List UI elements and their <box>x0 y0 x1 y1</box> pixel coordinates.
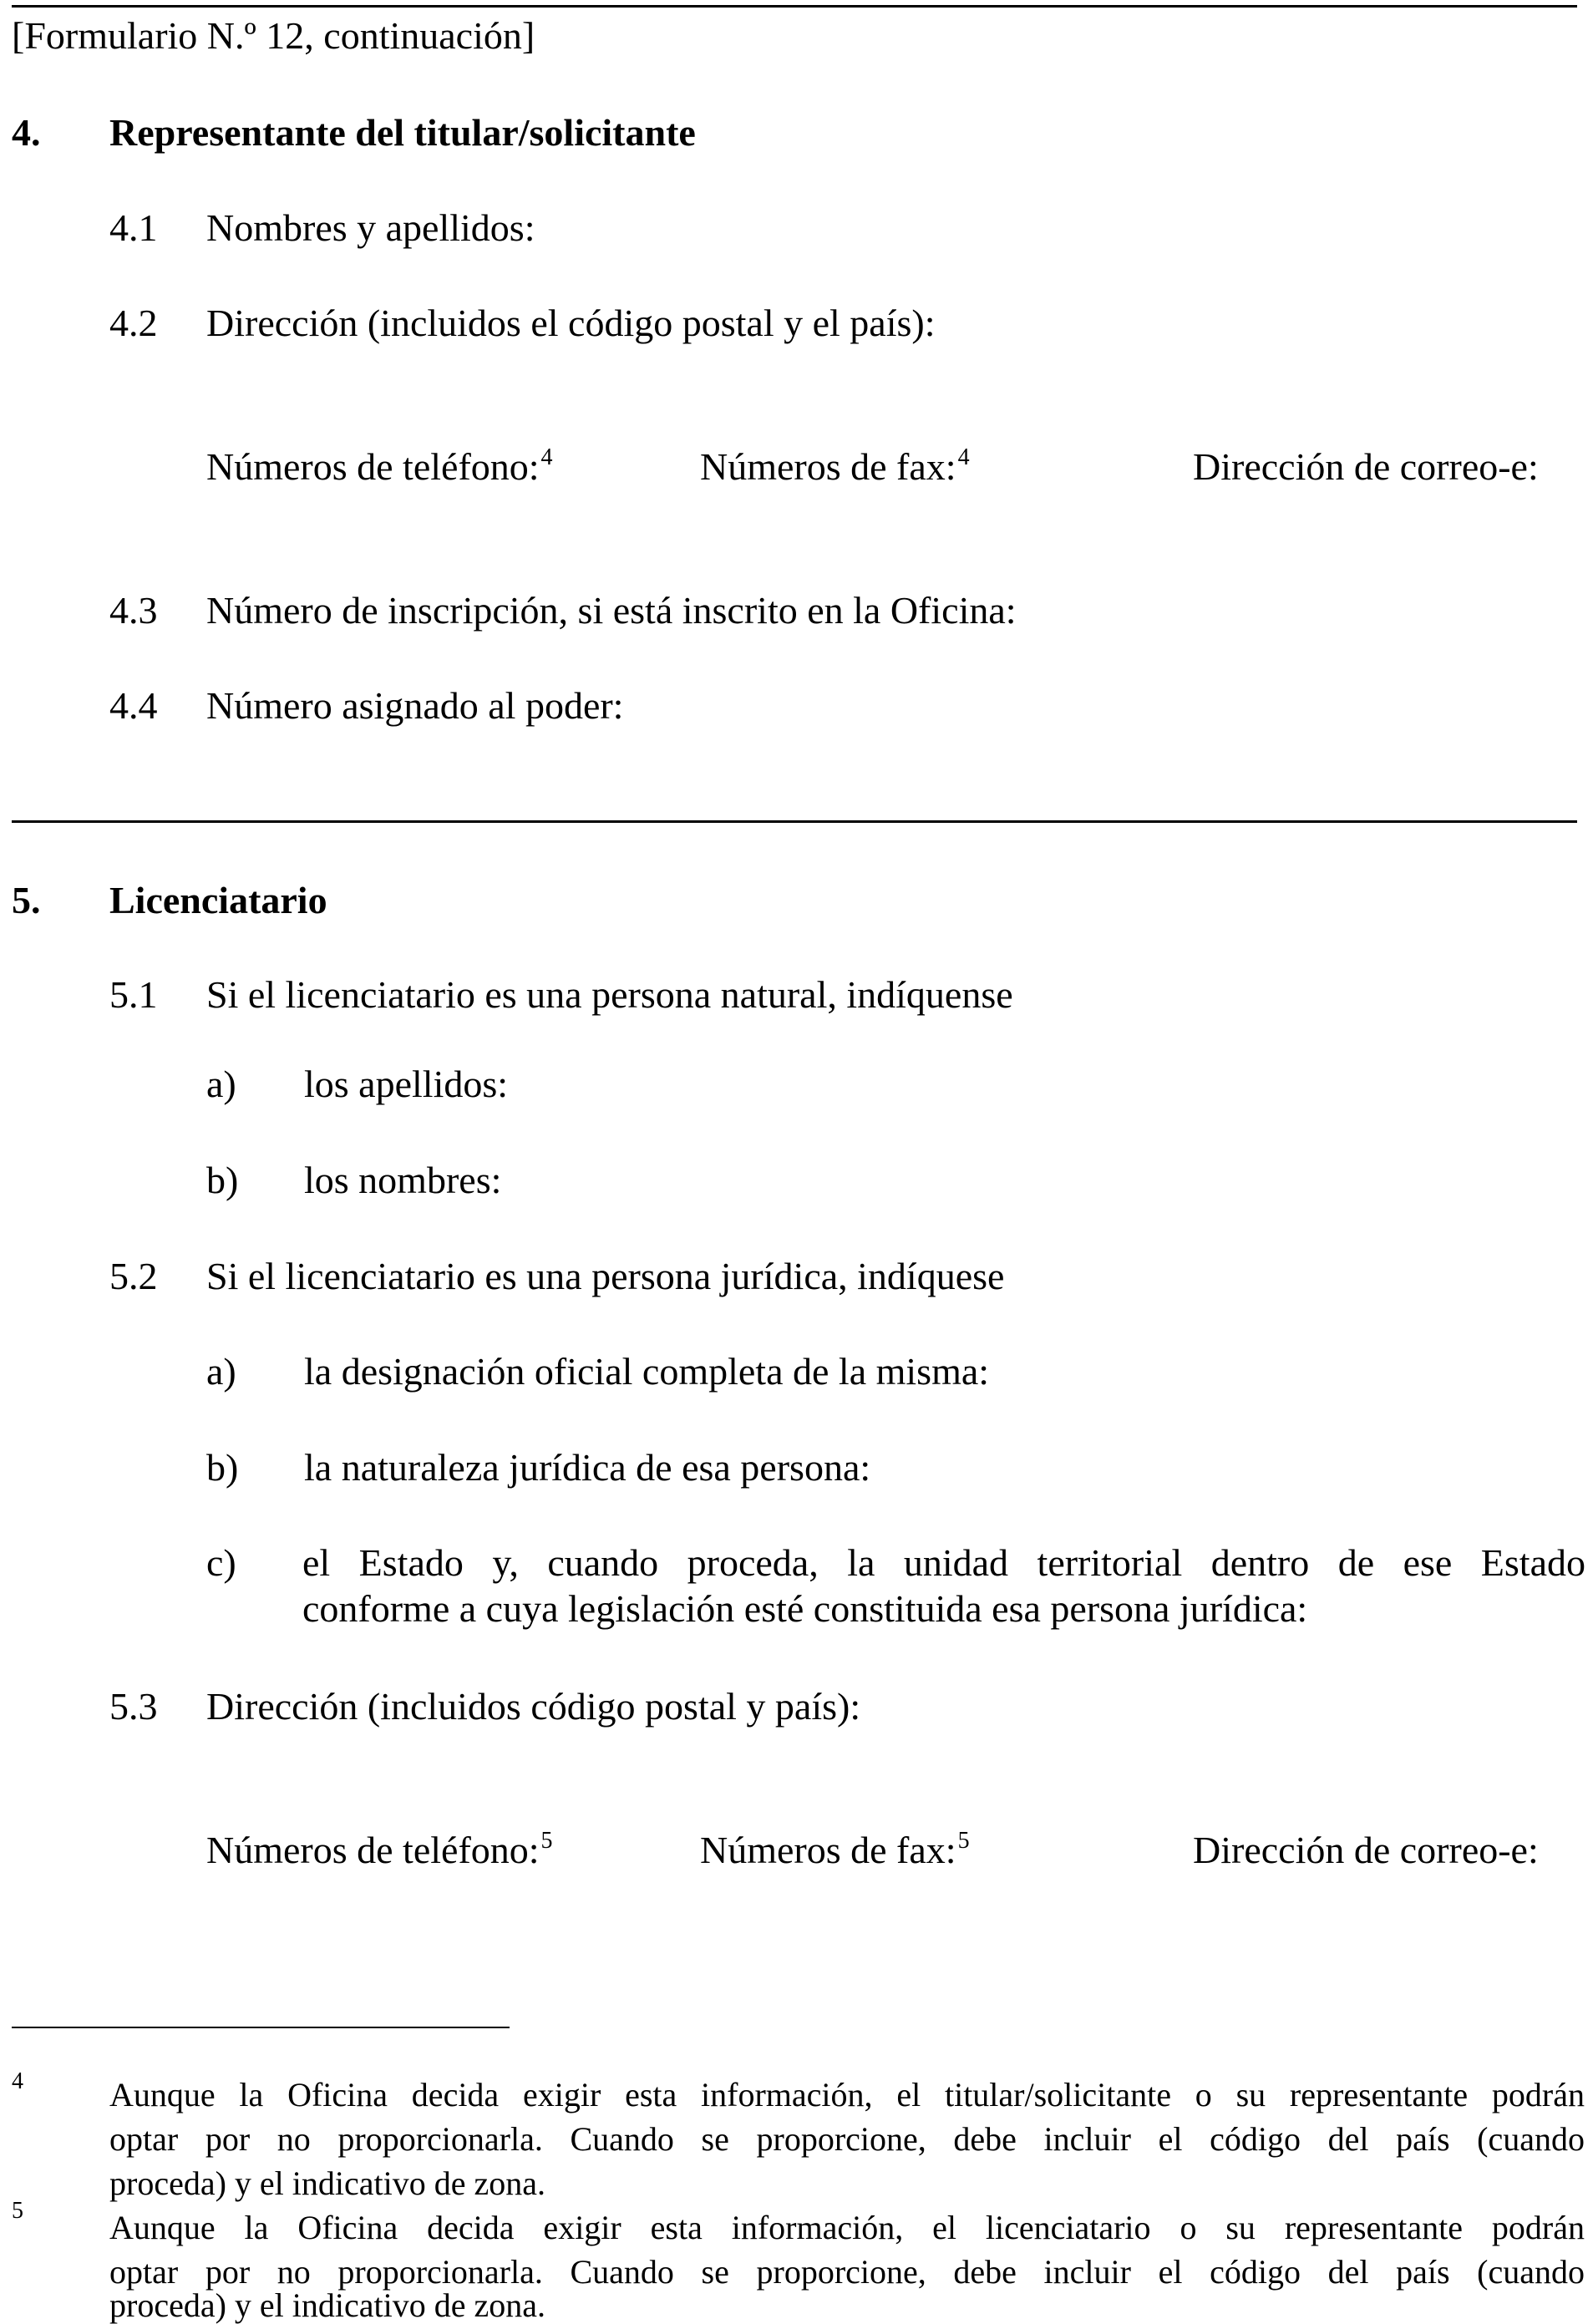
footnote-separator <box>12 2027 510 2028</box>
item-5-2-b-label: la naturaleza jurídica de esa persona: <box>304 1446 871 1489</box>
footnote-5-number: 5 <box>12 2198 23 2224</box>
item-5-3-label: Dirección (incluidos código postal y país): <box>206 1685 861 1728</box>
item-5-1-b-letter: b) <box>206 1159 239 1201</box>
footnote-ref-4: 4 <box>540 444 553 470</box>
footnote-5-line-3: proceda) y el indicativo de zona. <box>109 2286 545 2324</box>
footnote-4-number: 4 <box>12 2068 23 2094</box>
section-4-title: Representante del titular/solicitante <box>109 111 696 154</box>
footnote-ref-5: 5 <box>957 1828 970 1854</box>
section-separator <box>12 820 1577 823</box>
item-4-3-number: 4.3 <box>109 589 158 632</box>
item-5-2-a-letter: a) <box>206 1350 236 1393</box>
section-5-title: Licenciatario <box>109 879 327 921</box>
item-4-4-label: Número asignado al poder: <box>206 684 624 727</box>
item-5-1-a-letter: a) <box>206 1063 236 1105</box>
item-4-2-label: Dirección (incluidos el código postal y el país): <box>206 302 936 344</box>
item-4-1-number: 4.1 <box>109 206 158 249</box>
item-5-2-a-label: la designación oficial completa de la misma: <box>304 1350 990 1393</box>
form-continuation-header: [Formulario N.º 12, continuación] <box>12 14 535 57</box>
footnote-5-line-2: optar por no proporcionarla. Cuando se proporcione, debe incluir el código del país (cuando <box>109 2253 1585 2291</box>
footnote-ref-5: 5 <box>540 1828 553 1854</box>
footnote-4-line-3: proceda) y el indicativo de zona. <box>109 2164 545 2202</box>
item-5-2-label: Si el licenciatario es una persona jurídica, indíquese <box>206 1255 1005 1297</box>
item-5-1-a-label: los apellidos: <box>304 1063 509 1105</box>
item-5-2-c-line-2: conforme a cuya legislación esté constituida esa persona jurídica: <box>302 1587 1308 1630</box>
footnote-ref-4: 4 <box>957 444 970 470</box>
section-4-number: 4. <box>12 111 41 154</box>
item-5-3-number: 5.3 <box>109 1685 158 1728</box>
item-4-3-label: Número de inscripción, si está inscrito en la Oficina: <box>206 589 1017 632</box>
email-address-label: Dirección de correo-e: <box>1193 445 1539 488</box>
item-4-1-label: Nombres y apellidos: <box>206 206 535 249</box>
phone-numbers-label: Números de teléfono:$^4$ <box>206 444 553 488</box>
top-rule <box>12 5 1577 8</box>
item-5-2-c-line-1: el Estado y, cuando proceda, la unidad territorial dentro de ese Estado <box>302 1541 1585 1584</box>
phone-numbers-label: Números de teléfono:$^5$ <box>206 1828 553 1871</box>
footnote-5-line-1: Aunque la Oficina decida exigir esta información, el licenciatario o su representante podrán <box>109 2209 1585 2246</box>
footnote-4-line-2: optar por no proporcionarla. Cuando se proporcione, debe incluir el código del país (cuando <box>109 2120 1585 2158</box>
item-5-2-number: 5.2 <box>109 1255 158 1297</box>
item-5-2-b-letter: b) <box>206 1446 239 1489</box>
item-5-2-c-letter: c) <box>206 1541 236 1584</box>
item-4-4-number: 4.4 <box>109 684 158 727</box>
item-5-1-b-label: los nombres: <box>304 1159 502 1201</box>
fax-numbers-label: Números de fax:$^5$ <box>700 1828 970 1871</box>
footnote-4-line-1: Aunque la Oficina decida exigir esta información, el titular/solicitante o su representante podrán <box>109 2076 1585 2113</box>
item-5-1-number: 5.1 <box>109 973 158 1016</box>
section-5-number: 5. <box>12 879 41 921</box>
item-5-1-label: Si el licenciatario es una persona natural, indíquense <box>206 973 1013 1016</box>
email-address-label: Dirección de correo-e: <box>1193 1829 1539 1871</box>
item-4-2-number: 4.2 <box>109 302 158 344</box>
fax-numbers-label: Números de fax:$^4$ <box>700 444 970 488</box>
